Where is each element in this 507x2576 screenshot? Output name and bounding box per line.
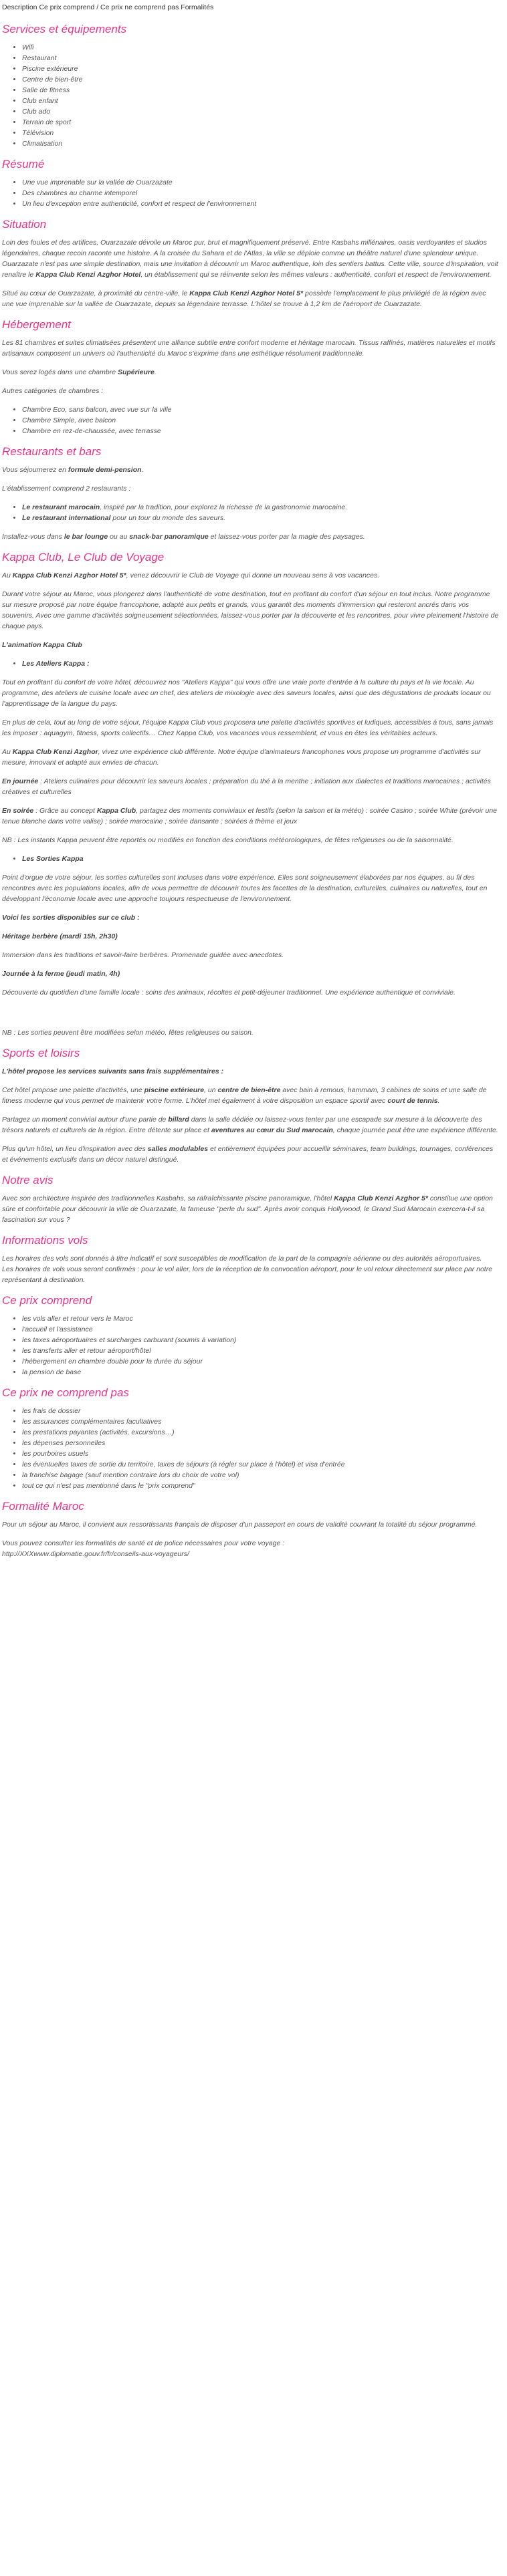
subheading: Les Ateliers Kappa : (22, 660, 90, 668)
restaurants-bar (2, 531, 499, 542)
list-item: • Restaurant (22, 53, 499, 63)
hotel-name: Kappa Club Kenzi Azghor Hotel 5* (189, 289, 304, 297)
text: , un établissement qui se réinvente selon les mêmes valeurs : authenticité, confort et respect de l'environnement. (140, 271, 492, 279)
list-item: • Une vue imprenable sur la vallée de Ouarzazate (22, 177, 499, 188)
bar-name: le bar lounge (64, 533, 108, 541)
kappa-paragraph: En plus de cela, tout au long de votre séjour, l'équipe Kappa Club vous proposera une palette d'activités sportives et ludiques, accessibles à tous, sans jamais les imposer : aquagym, fitness, sports collectifs… Chez Kappa Club, vos vacances vous ressemblent, et vous en êtes les véritables acteurs. (2, 719, 494, 737)
hebergement-heading: Hébergement (2, 318, 72, 331)
text: constitue une option sûre et confortable pour découvrir la ville de Ouarzazate, la fameuse "perle du sud". Après avoir conquis Hollywood, le Grand Sud Marocain exercera-t-il sa fascination sur vous ? (2, 1194, 493, 1224)
label: En soirée (2, 807, 34, 815)
text: Situé au cœur de Ouarzazate, à proximité du centre-ville, le (2, 289, 188, 297)
text: Loin des foules et des artifices, Ouarzazate dévoile un Maroc pur, brut et magnifiquement préservé. Entre Kasbahs millénaires, oasis verdoyantes et studios légendaires, chaque recoin raconte une histoire. A la croisée du Sahara et de l'Atlas, la ville se déploie comme un théâtre naturel d'une splendeur unique. Ouarzazate n'est pas une simple destination, mais une invitation à découvrir un Maroc authentique, loin des sentiers battus. Cette ville, source d'inspiration, voit renaître le (2, 239, 498, 279)
text: Les horaires des vols sont donnés à titre indicatif et sont susceptibles de modification de la part de la compagnie aérienne ou des autorités aéroportuaires. (2, 1255, 482, 1263)
hebergement-other: Autres catégories de chambres : (2, 387, 104, 395)
formalite-heading: Formalité Maroc (2, 1500, 84, 1513)
board-type: formule demi-pension (68, 466, 142, 474)
situation-paragraph (2, 288, 499, 309)
hotel-name: Kappa Club Kenzi Azghor Hotel (35, 271, 141, 279)
resume-heading: Résumé (2, 158, 45, 170)
text: Vous serez logés dans une chambre (2, 368, 116, 376)
list-item: • la franchise bagage (sauf mention contraire lors du choix de votre vol) (22, 1470, 499, 1480)
text: dans la salle dédiée ou laissez-vous tenter par une escapade sur mesure à la découverte des trésors naturels et culturels de la région. Entre détente sur place et (2, 1116, 482, 1134)
sports-paragraph: Cet hôtel propose une palette d'activités, une piscine extérieure, un centre de bien-être avec bain à remous, hammam, 3 cabines de soins et une salle de fitness moderne qui vous permet de maintenir votre forme. L'hôtel met également à votre disposition un espace sportif avec court de tennis. (2, 1086, 487, 1105)
restaurants-heading: Restaurants et bars (2, 445, 102, 458)
comprend-heading: Ce prix comprend (2, 1294, 92, 1307)
text: Vous séjournerez en (2, 466, 66, 474)
sports-heading: Sports et loisirs (2, 1047, 80, 1059)
kappa-note: NB : Les instants Kappa peuvent être reportés ou modifiés en fonction des conditions météorologiques, de fêtes religieuses ou de la saisonnalité. (2, 836, 453, 844)
formalite-paragraph: Pour un séjour au Maroc, il convient aux ressortissants français de disposer d'un passeport en cours de validité couvrant la totalité du séjour programmé. (2, 1521, 478, 1529)
text: et entièrement équipées pour accueillir séminaires, team buildings, tournages, conférences et événements exclusifs dans un décor naturel distingué. (2, 1145, 494, 1164)
hotel-name: Kappa Club Kenzi Azghor 5* (334, 1194, 428, 1202)
resume-list (2, 177, 499, 209)
avis-paragraph (2, 1193, 499, 1225)
text: , un (204, 1086, 216, 1094)
avis-heading: Notre avis (2, 1174, 54, 1186)
facility: piscine extérieure (144, 1086, 205, 1094)
restaurant-name: Le restaurant international (22, 514, 111, 522)
sortie-desc: Découverte du quotidien d'une famille locale : soins des animaux, récoltes et petit-déjeuner traditionnel. Une expérience authentique et conviviale. (2, 989, 455, 997)
list-item: • Salle de fitness (22, 85, 499, 96)
list-item: • Terrain de sport (22, 117, 499, 128)
subheading: L'animation Kappa Club (2, 641, 82, 649)
restaurants-intro: L'établissement comprend 2 restaurants : (2, 485, 131, 493)
text: possède l'emplacement le plus privilégié de la région avec une vue imprenable sur la vallée de Ouarzazate, depuis sa légendaire terrasse. L'hôtel se trouve à 1,2 km de l'aéroport de Ouarzazate. (2, 289, 486, 308)
list-item: • Club ado (22, 106, 499, 117)
list-item: • Chambre en rez-de-chaussée, avec terrasse (22, 426, 499, 436)
hotel-name: Kappa Club Kenzi Azghor (12, 748, 98, 756)
list-item: • l'hébergement en chambre double pour la durée du séjour (22, 1356, 499, 1367)
brand: Kappa Club (96, 807, 136, 815)
sorties-list (2, 854, 499, 864)
sortie-desc: Immersion dans les traditions et savoir-faire berbères. Promenade guidée avec anecdotes. (2, 951, 284, 959)
sports-paragraph (2, 1144, 499, 1165)
text: Au (2, 571, 11, 579)
kappa-intro (2, 570, 499, 581)
spacer (2, 1006, 499, 1017)
text: ou au (110, 533, 128, 541)
list-item: • Club enfant (22, 96, 499, 106)
sortie-title (2, 931, 499, 942)
text: Vous pouvez consulter les formalités de santé et de police nécessaires pour votre voyage : (2, 1539, 285, 1547)
kappa-paragraph: Tout en profitant du confort de votre hôtel, découvrez nos "Ateliers Kappa" qui vous offre une vraie porte d'entrée à la culture du pays et la vie locale. Au programme, des ateliers de cuisine locale avec un chef, des ateliers de mixologie avec des saveurs locales, ainsi que des dégustations de produits locaux ou l'apprentissage de la langue du pays. (2, 678, 491, 708)
ne-comprend-list (2, 1406, 499, 1491)
services-list (2, 42, 499, 149)
facility: aventures au cœur du Sud marocain (211, 1126, 333, 1134)
text: : Grâce au concept (33, 807, 95, 815)
sortie-name: Journée à la ferme (jeudi matin, 4h) (2, 970, 120, 978)
vols-heading: Informations vols (2, 1234, 88, 1247)
facility: billard (168, 1116, 189, 1124)
list-item (22, 502, 499, 513)
label: En journée (2, 777, 39, 785)
list-item: • les dépenses personnelles (22, 1438, 499, 1448)
kappa-animation-title (2, 640, 499, 650)
text: pour un tour du monde des saveurs. (112, 514, 226, 522)
text: et laissez-vous porter par la magie des paysages. (210, 533, 365, 541)
restaurants-board: Vous séjournerez en formule demi-pension. (2, 466, 144, 474)
sortie-name: Héritage berbère (mardi 15h, 2h30) (2, 932, 118, 940)
text: Cet hôtel propose une palette d'activités, une (2, 1086, 142, 1094)
text: , partagez des moments conviviaux et festifs (selon la saison et la météo) : soirée Casino ; soirée White (prévoir une tenue blanche dans votre valise) ; soirée marocaine ; soirée dansante ; soirées à thème et jeux (2, 807, 498, 825)
list-item (22, 854, 499, 864)
services-heading: Services et équipements (2, 23, 127, 35)
text: Partagez un moment convivial autour d'une partie de (2, 1116, 167, 1124)
facility: court de tennis (387, 1097, 438, 1105)
kappa-day (2, 776, 499, 797)
kappa-note: NB : Les sorties peuvent être modifiées selon météo, fêtes religieuses ou saison. (2, 1029, 254, 1037)
room-list (2, 404, 499, 436)
bar-name: snack-bar panoramique (129, 533, 209, 541)
restaurants-list (2, 502, 499, 523)
list-item (22, 658, 499, 669)
restaurant-name: Le restaurant marocain (22, 503, 100, 511)
comprend-list (2, 1313, 499, 1378)
ateliers-list (2, 658, 499, 669)
sports-intro (2, 1066, 499, 1077)
text: , chaque journée peut être une expérience différente. (332, 1126, 498, 1134)
ne-comprend-heading: Ce prix ne comprend pas (2, 1386, 129, 1399)
list-item: • les frais de dossier (22, 1406, 499, 1416)
hebergement-room: Vous serez logés dans une chambre Supérieure. (2, 368, 157, 376)
kappa-evening (2, 805, 499, 827)
list-item: • Climatisation (22, 138, 499, 149)
text: Au (2, 748, 11, 756)
text: avec bain à remous, hammam, 3 cabines de soins et une salle de fitness moderne qui vous permet de maintenir votre forme. L'hôtel met également à votre disposition un espace sportif avec (2, 1086, 487, 1105)
list-item: • Wifi (22, 42, 499, 53)
situation-heading: Situation (2, 218, 47, 231)
list-item (22, 513, 499, 523)
list-item: • les éventuelles taxes de sortie du territoire, taxes de séjours (à régler sur place à l'hôtel) et visa d'entrée (22, 1459, 499, 1470)
text: Installez-vous dans (2, 533, 62, 541)
list-item: • Télévision (22, 128, 499, 138)
list-item: • les vols aller et retour vers le Maroc (22, 1313, 499, 1324)
formalities-link[interactable]: http://XXXwww.diplomatie.gouv.fr/fr/conseils-aux-voyageurs/ (2, 1550, 189, 1558)
kappa-heading: Kappa Club, Le Club de Voyage (2, 551, 165, 563)
kappa-paragraph: Durant votre séjour au Maroc, vous plongerez dans l'authenticité de votre destination, tout en profitant du confort d'un séjour en tout inclus. Notre programme sur mesure proposé par notre équipe francophone, adapté aux petits et grands, vous garantit des moments d'immersion qui resteront ancrés dans vos souvenirs. Avec une gamme d'activités soigneusement sélectionnées, laissez-vous porter par la découverte et les rencontres, pour vivre pleinement l'histoire de chaque pays. (2, 590, 499, 630)
list-item: • Centre de bien-être (22, 74, 499, 85)
text: Avec son architecture inspirée des traditionnelles Kasbahs, sa rafraîchissante piscine panoramique, l'hôtel (2, 1194, 332, 1202)
facility: salles modulables (147, 1145, 209, 1153)
list-item: • les taxes aéroportuaires et surcharges carburant (soumis à variation) (22, 1335, 499, 1345)
text: , inspiré par la tradition, pour explorez la richesse de la gastronomie marocaine. (100, 503, 348, 511)
hotel-name: Kappa Club Kenzi Azghor Hotel 5* (12, 571, 126, 579)
list-item: • la pension de base (22, 1367, 499, 1378)
sortie-title (2, 969, 499, 979)
formalite-paragraph (2, 1538, 499, 1559)
room-type: Supérieure (117, 368, 155, 376)
subheading: L'hôtel propose les services suivants sans frais supplémentaires : (2, 1067, 224, 1075)
text: , vivez une expérience club différente. Notre équipe d'animateurs francophones vous propose un programme d'activités sur mesure, innovant et adapté aux envies de chacun. (2, 748, 481, 767)
list-item: • Un lieu d'exception entre authenticité, confort et respect de l'environnement (22, 199, 499, 209)
kappa-paragraph (2, 747, 499, 768)
list-item: • Chambre Simple, avec balcon (22, 415, 499, 426)
list-item: • l'accueil et l'assistance (22, 1324, 499, 1335)
list-item: • les assurances complémentaires facultatives (22, 1416, 499, 1427)
subheading: Voici les sorties disponibles sur ce club : (2, 914, 140, 922)
text: Plus qu'un hôtel, un lieu d'inspiration avec des (2, 1145, 146, 1153)
list-item: • Chambre Eco, sans balcon, avec vue sur la ville (22, 404, 499, 415)
situation-paragraph (2, 237, 499, 280)
kappa-paragraph: Point d'orgue de votre séjour, les sorties culturelles sont incluses dans votre expérience. Elles sont soigneusement élaborées par nos équipes, au fil des rencontres avec les populations locales, afin de vous permettre de découvrir toutes les facettes de la destination, culturelles, culinaires ou naturelles, tout en développant l'économie locale avec une approche toujours respectueuse de l'environnement. (2, 874, 488, 903)
vols-paragraph (2, 1253, 499, 1285)
list-item: • Des chambres au charme intemporel (22, 188, 499, 199)
spacer (2, 1017, 499, 1027)
list-item: • tout ce qui n'est pas mentionné dans le "prix comprend" (22, 1480, 499, 1491)
subheading: Les Sorties Kappa (22, 855, 84, 863)
text: , venez découvrir le Club de Voyage qui donne un nouveau sens à vos vacances. (126, 571, 380, 579)
sports-paragraph (2, 1114, 499, 1136)
list-item: • les pourboires usuels (22, 1448, 499, 1459)
list-item: • Piscine extérieure (22, 63, 499, 74)
facility: centre de bien-être (217, 1086, 281, 1094)
breadcrumb-bar: Description Ce prix comprend / Ce prix ne comprend pas Formalités (2, 3, 214, 11)
list-item: • les prestations payantes (activités, excursions…) (22, 1427, 499, 1438)
list-item: • les transferts aller et retour aéroport/hôtel (22, 1345, 499, 1356)
text: Les horaires de vols vous seront confirmés : pour le vol aller, lors de la réception de la convocation aéroport, pour le vol retour directement sur place par notre représentant à destination. (2, 1265, 493, 1284)
kappa-sorties-intro (2, 912, 499, 923)
text: : Ateliers culinaires pour découvrir les saveurs locales ; préparation du thé à la menthe ; initiation aux dialectes et traditions marocaines ; activités créatives et culturelles (2, 777, 491, 796)
hebergement-paragraph: Les 81 chambres et suites climatisées présentent une alliance subtile entre confort moderne et héritage marocain. Tissus raffinés, matières naturelles et motifs artisanaux composent un univers où l'authenticité du Maroc s'exprime dans une esthétique résolument traditionnelle. (2, 339, 496, 358)
